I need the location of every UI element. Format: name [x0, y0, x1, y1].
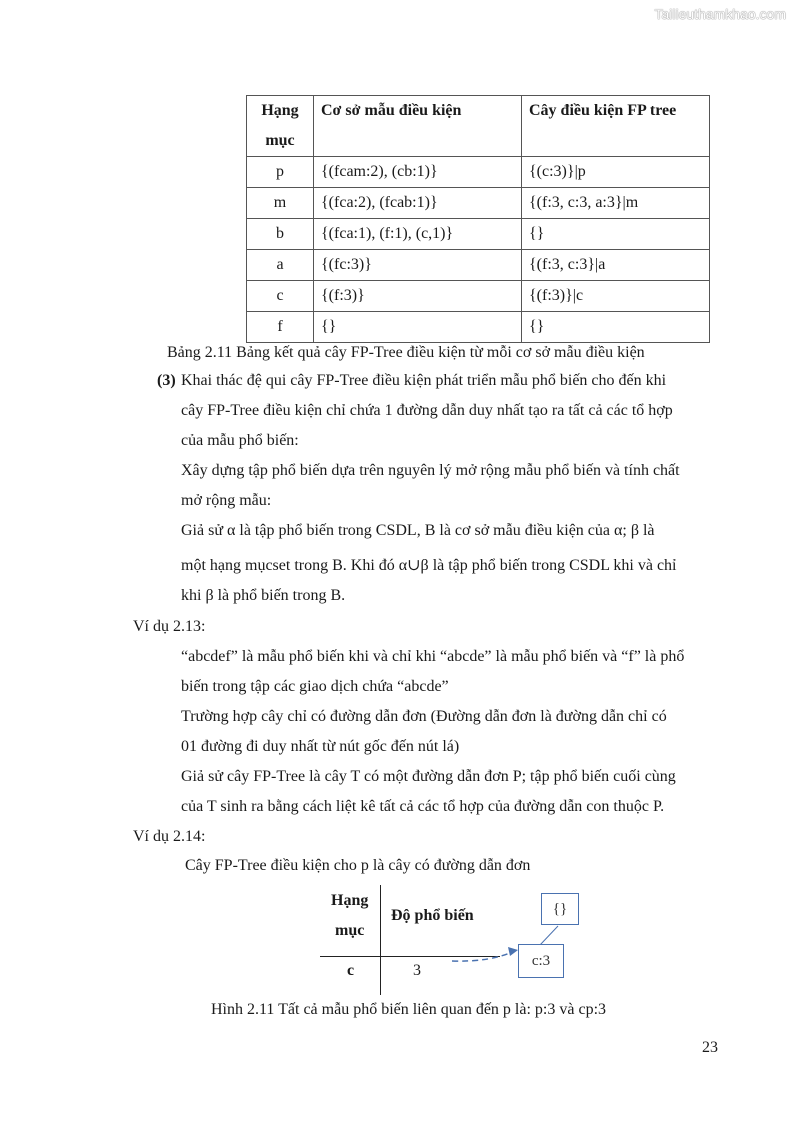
figure-header-item-line2: mục [335, 922, 365, 939]
section-number: (3) [157, 372, 176, 389]
cell-tree: {(f:3, c:3, a:3}|m [522, 188, 710, 219]
figure-row-count: 3 [413, 962, 421, 979]
tree-child-node: c:3 [518, 944, 564, 978]
example-line: Trường hợp cây chỉ có đường dẫn đơn (Đường dẫn đơn là đường dẫn chỉ có [181, 708, 667, 725]
figure-header-item-line1: Hạng [331, 892, 369, 909]
cell-base: {(fca:2), (fcab:1)} [314, 188, 522, 219]
cell-item: a [247, 250, 314, 281]
cell-tree: {(f:3, c:3}|a [522, 250, 710, 281]
figure-row-item: c [347, 962, 355, 979]
cell-item: p [247, 157, 314, 188]
section-line: một hạng mụcset trong B. Khi đó α∪β là tập phổ biến trong CSDL khi và chỉ [181, 557, 677, 574]
cell-item: c [247, 281, 314, 312]
tree-root-node: {} [541, 893, 579, 925]
section-line: mở rộng mẫu: [181, 492, 272, 509]
cell-item: f [247, 312, 314, 343]
cell-tree: {(c:3)}|p [522, 157, 710, 188]
cell-base: {} [314, 312, 522, 343]
header-item-line2: mục [265, 132, 295, 149]
page-number: 23 [702, 1039, 718, 1056]
cell-base: {(fcam:2), (cb:1)} [314, 157, 522, 188]
section-line: của mẫu phổ biến: [181, 432, 299, 449]
example-title: Ví dụ 2.14: [133, 828, 206, 845]
cell-item: m [247, 188, 314, 219]
section-line: Khai thác đệ qui cây FP-Tree điều kiện phát triển mẫu phổ biến cho đến khi [181, 372, 667, 389]
example-line: 01 đường đi duy nhất từ nút gốc đến nút lá) [181, 738, 460, 755]
header-item-line1: Hạng [261, 102, 299, 119]
figure-caption: Hình 2.11 Tất cả mẫu phổ biến liên quan đến p là: p:3 và cp:3 [211, 1001, 607, 1018]
tree-edge [540, 926, 558, 945]
cell-item: b [247, 219, 314, 250]
cell-base: {(f:3)} [314, 281, 522, 312]
cell-base: {(fca:1), (f:1), (c,1)} [314, 219, 522, 250]
section-line: Giả sử α là tập phổ biến trong CSDL, B là cơ sở mẫu điều kiện của α; β là [181, 522, 655, 539]
cell-tree: {} [522, 312, 710, 343]
section-line: cây FP-Tree điều kiện chỉ chứa 1 đường dẫn duy nhất tạo ra tất cả các tổ hợp [181, 402, 673, 419]
link-arrow [452, 952, 512, 961]
example-line: của T sinh ra bằng cách liệt kê tất cả các tổ hợp của đường dẫn con thuộc P. [181, 798, 665, 815]
header-conditional-base: Cơ sở mẫu điều kiện [314, 96, 522, 157]
section-line: khi β là phổ biến trong B. [181, 587, 346, 604]
cell-base: {(fc:3)} [314, 250, 522, 281]
example-line: biến trong tập các giao dịch chứa “abcde” [181, 678, 449, 695]
table-caption: Bảng 2.11 Bảng kết quả cây FP-Tree điều kiện từ mỗi cơ sở mẫu điều kiện [167, 344, 645, 361]
watermark: Tailieuthamkhao.com [654, 6, 786, 22]
header-conditional-tree: Cây điều kiện FP tree [522, 96, 710, 157]
figure-header-support: Độ phổ biến [391, 907, 474, 924]
example-title: Ví dụ 2.13: [133, 618, 206, 635]
example-line: Giả sử cây FP-Tree là cây T có một đường dẫn đơn P; tập phổ biến cuối cùng [181, 768, 676, 785]
example-line: Cây FP-Tree điều kiện cho p là cây có đường dẫn đơn [185, 857, 531, 874]
arrow-head [508, 947, 518, 956]
section-line: Xây dựng tập phổ biến dựa trên nguyên lý mở rộng mẫu phổ biến và tính chất [181, 462, 680, 479]
example-line: “abcdef” là mẫu phổ biến khi và chỉ khi “abcde” là mẫu phổ biến và “f” là phổ [181, 648, 685, 665]
cell-tree: {(f:3)}|c [522, 281, 710, 312]
cell-tree: {} [522, 219, 710, 250]
